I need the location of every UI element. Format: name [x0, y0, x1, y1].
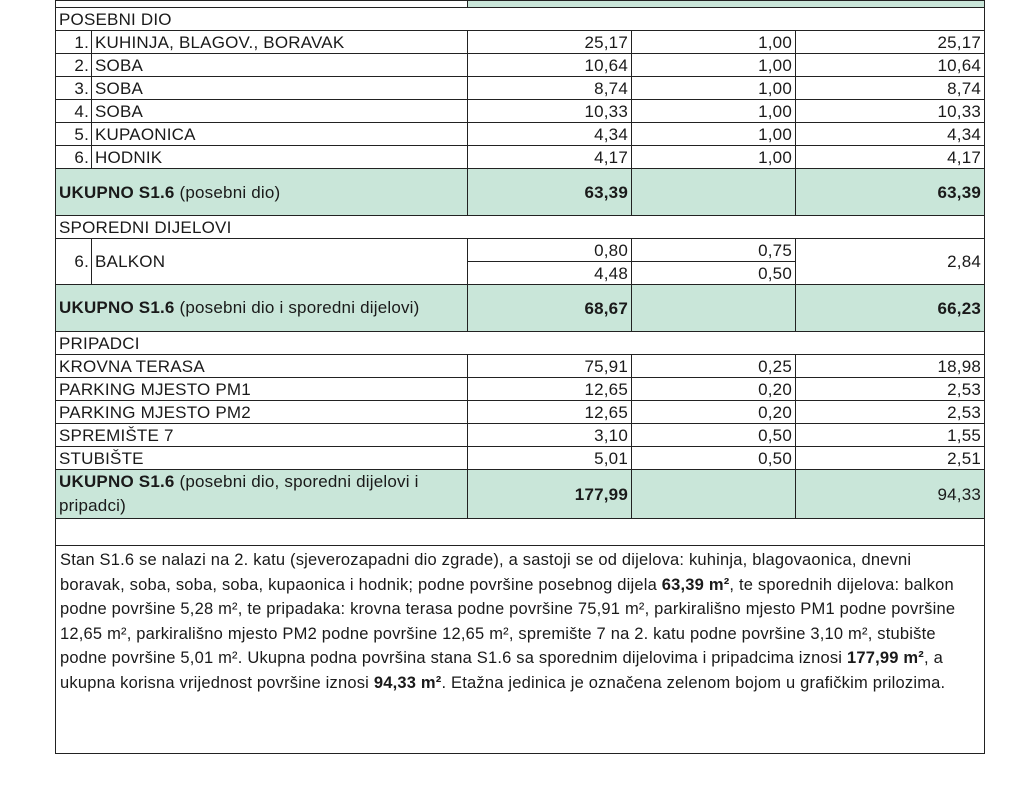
- total-result: 63,39: [796, 169, 985, 216]
- table-row: [56, 31, 985, 54]
- table-row: [56, 378, 985, 401]
- spacer-row: [56, 519, 985, 546]
- row-name: KUHINJA, BLAGOV., BORAVAK: [92, 31, 468, 54]
- row-index: 1.: [56, 31, 92, 54]
- row-name: HODNIK: [92, 146, 468, 169]
- total-label: UKUPNO S1.6 (posebni dio i sporedni dijelovi): [56, 285, 468, 332]
- row-name: BALKON: [92, 239, 468, 285]
- row-index: 3.: [56, 77, 92, 100]
- row-index: 4.: [56, 100, 92, 123]
- row-result: 25,17: [796, 31, 985, 54]
- table-row: [56, 424, 985, 447]
- balkon-row-1: [56, 239, 985, 262]
- total-sporedni-row: [56, 285, 985, 332]
- total-result: 66,23: [796, 285, 985, 332]
- row-result: 2,53: [796, 401, 985, 424]
- total-pripadci-row: [56, 470, 985, 519]
- section-pripadci-header: [56, 332, 985, 355]
- section-title: POSEBNI DIO: [56, 8, 985, 31]
- row-index: 2.: [56, 54, 92, 77]
- row-result: 2,84: [796, 239, 985, 285]
- row-name: KUPAONICA: [92, 123, 468, 146]
- row-name: PARKING MJESTO PM1: [56, 378, 468, 401]
- row-coef: 1,00: [632, 123, 796, 146]
- table-row: [56, 100, 985, 123]
- row-area: 75,91: [468, 355, 632, 378]
- row-result: 10,33: [796, 100, 985, 123]
- row-coef: 1,00: [632, 146, 796, 169]
- pripadci-rows: [56, 355, 985, 470]
- row-coef: 0,20: [632, 401, 796, 424]
- row-coef: 0,50: [632, 262, 796, 285]
- row-area: 8,74: [468, 77, 632, 100]
- table-row: [56, 355, 985, 378]
- total-area: 63,39: [468, 169, 632, 216]
- section-sporedni-header: [56, 216, 985, 239]
- section-title: SPOREDNI DIJELOVI: [56, 216, 985, 239]
- row-area: 25,17: [468, 31, 632, 54]
- section-posebni-header: [56, 8, 985, 31]
- table-row: [56, 77, 985, 100]
- posebni-rows: [56, 31, 985, 169]
- row-result: 4,17: [796, 146, 985, 169]
- row-coef: 0,50: [632, 447, 796, 470]
- row-index: 5.: [56, 123, 92, 146]
- row-result: 2,53: [796, 378, 985, 401]
- row-result: 10,64: [796, 54, 985, 77]
- row-coef: 1,00: [632, 54, 796, 77]
- row-area: 10,33: [468, 100, 632, 123]
- row-coef: 0,50: [632, 424, 796, 447]
- row-name: PARKING MJESTO PM2: [56, 401, 468, 424]
- description-row: [56, 546, 985, 754]
- row-coef: 0,75: [632, 239, 796, 262]
- row-name: SOBA: [92, 100, 468, 123]
- row-result: 18,98: [796, 355, 985, 378]
- row-area: 5,01: [468, 447, 632, 470]
- total-label: UKUPNO S1.6 (posebni dio): [56, 169, 468, 216]
- row-result: 1,55: [796, 424, 985, 447]
- total-area: 68,67: [468, 285, 632, 332]
- area-table: [55, 0, 985, 754]
- total-label: UKUPNO S1.6 (posebni dio, sporedni dijelovi i pripadci): [56, 470, 468, 519]
- table-row: [56, 54, 985, 77]
- row-area: 12,65: [468, 401, 632, 424]
- top-edge-row: [56, 1, 985, 8]
- row-name: SOBA: [92, 54, 468, 77]
- table-row: [56, 146, 985, 169]
- row-index: 6.: [56, 239, 92, 285]
- table-row: [56, 447, 985, 470]
- total-posebni-row: [56, 169, 985, 216]
- row-result: 4,34: [796, 123, 985, 146]
- row-name: STUBIŠTE: [56, 447, 468, 470]
- table-row: [56, 401, 985, 424]
- total-area: 177,99: [468, 470, 632, 519]
- row-coef: 0,20: [632, 378, 796, 401]
- row-name: SOBA: [92, 77, 468, 100]
- table-row: [56, 123, 985, 146]
- row-area: 12,65: [468, 378, 632, 401]
- row-coef: 1,00: [632, 77, 796, 100]
- description-text: Stan S1.6 se nalazi na 2. katu (sjeverozapadni dio zgrade), a sastoji se od dijelova: kuhinja, blagovaonica, dnevni boravak, soba, soba, soba, kupaonica i hodnik; podne površine posebnog dijela 63,39 m², te sporednih dijelova: balkon podne površine 5,28 m², te pripadaka: krovna terasa podne površine 75,91 m², parkirališno mjesto PM1 podne površine 12,65 m², parkirališno mjesto PM2 podne površine 12,65 m², spremište 7 na 2. katu podne površine 3,10 m², stubište podne površine 5,01 m². Ukupna podna površina stana S1.6 sa sporednim dijelovima i pripadcima iznosi 177,99 m², a ukupna korisna vrijednost površine iznosi 94,33 m². Etažna jedinica je označena zelenom bojom u grafičkim prilozima.: [56, 546, 985, 754]
- row-area: 4,17: [468, 146, 632, 169]
- section-title: PRIPADCI: [56, 332, 985, 355]
- row-coef: 1,00: [632, 100, 796, 123]
- row-area: 4,34: [468, 123, 632, 146]
- row-result: 2,51: [796, 447, 985, 470]
- row-area: 0,80: [468, 239, 632, 262]
- total-result: 94,33: [796, 470, 985, 519]
- row-name: KROVNA TERASA: [56, 355, 468, 378]
- row-index: 6.: [56, 146, 92, 169]
- row-result: 8,74: [796, 77, 985, 100]
- row-area: 3,10: [468, 424, 632, 447]
- row-coef: 0,25: [632, 355, 796, 378]
- row-area: 4,48: [468, 262, 632, 285]
- row-area: 10,64: [468, 54, 632, 77]
- row-coef: 1,00: [632, 31, 796, 54]
- row-name: SPREMIŠTE 7: [56, 424, 468, 447]
